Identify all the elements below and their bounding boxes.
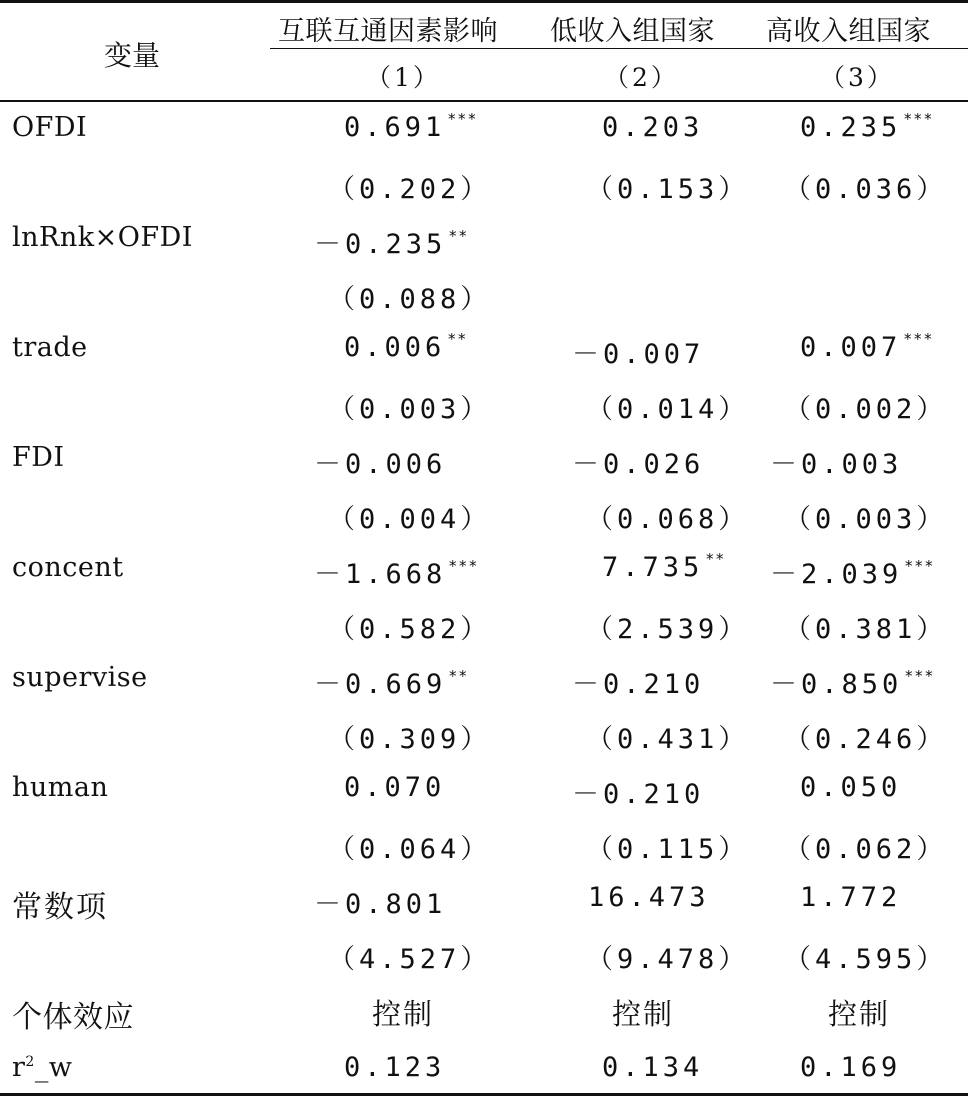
coef-value: 0.070 (344, 772, 446, 803)
std-error-col1: （0.202） (328, 174, 492, 205)
top-rule (0, 0, 968, 3)
coef-value: 1.772 (800, 882, 902, 913)
fixed-effects-c1: 控制 (372, 997, 435, 1031)
std-error-col1: （0.004） (328, 504, 492, 535)
column-3-title: 高收入组国家 (766, 16, 931, 47)
row-label: human (12, 772, 109, 803)
std-error-col2: （9.478） (586, 944, 750, 975)
coef-value: 0.050 (800, 772, 902, 803)
coef-col2 (572, 772, 704, 811)
bottom-rule (0, 1093, 968, 1096)
coef-col2 (572, 442, 704, 481)
coef-value: 0.007 (800, 332, 902, 363)
row-label: lnRnk×OFDI (12, 222, 193, 253)
coef-col1 (314, 222, 468, 261)
significance-stars: *** (903, 330, 934, 348)
significance-stars: ** (448, 227, 469, 245)
std-error-col3: （0.062） (784, 834, 948, 865)
coef-col2 (572, 662, 704, 701)
std-error-col3: （0.246） (784, 724, 948, 755)
row-label: OFDI (12, 112, 88, 143)
coef-col3 (770, 552, 934, 591)
column-3-number: （3） (820, 63, 895, 92)
r2-label: $r^2\_w$ (12, 1052, 73, 1083)
r2-c2: 0.134 (602, 1052, 704, 1083)
variable-header: 变量 (104, 39, 161, 72)
coef-col2 (572, 332, 704, 371)
std-error-col3: （4.595） (784, 944, 948, 975)
coef-value: 0.203 (602, 112, 704, 143)
coef-col3 (800, 112, 933, 143)
fixed-effects-c3: 控制 (828, 997, 891, 1031)
std-error-col2: （0.431） (586, 724, 750, 755)
header-bottom-rule (0, 100, 968, 102)
coef-col1 (314, 882, 446, 921)
r2-c3: 0.169 (800, 1052, 902, 1083)
coef-value: 0.691 (344, 112, 446, 143)
std-error-col1: （0.582） (328, 614, 492, 645)
coef-col1 (314, 662, 468, 701)
std-error-col3: （0.036） (784, 174, 948, 205)
significance-stars: *** (448, 557, 479, 575)
std-error-col2: （2.539） (586, 614, 750, 645)
column-2-number: （2） (604, 63, 679, 92)
std-error-col3: （0.003） (784, 504, 948, 535)
significance-stars: ** (705, 550, 726, 568)
coef-col3 (800, 772, 901, 803)
std-error-col2: （0.153） (586, 174, 750, 205)
std-error-col1: （0.064） (328, 834, 492, 865)
std-error-col1: （4.527） (328, 944, 492, 975)
column-1-title: 互联互通因素影响 (278, 16, 498, 47)
std-error-col2: （0.014） (586, 394, 750, 425)
coef-col3 (800, 332, 933, 363)
coef-value: 7.735 (602, 552, 704, 583)
coef-value: －2.039 (770, 559, 903, 590)
std-error-col1: （0.309） (328, 724, 492, 755)
significance-stars: ** (447, 330, 468, 348)
coef-value: －0.006 (314, 449, 447, 480)
coef-value: －0.007 (572, 339, 705, 370)
coef-value: －0.850 (770, 669, 903, 700)
significance-stars: *** (903, 110, 934, 128)
coef-value: －0.801 (314, 889, 447, 920)
coef-col3 (770, 662, 934, 701)
fixed-effects-label: 个体效应 (12, 1000, 134, 1035)
coef-col1 (314, 552, 478, 591)
coef-value: －0.669 (314, 669, 447, 700)
coef-col2 (602, 112, 703, 143)
coef-value: －0.003 (770, 449, 903, 480)
coef-value: －0.235 (314, 229, 447, 260)
coef-col1 (314, 442, 446, 481)
significance-stars: ** (448, 667, 469, 685)
coef-col2 (588, 882, 710, 913)
std-error-col1: （0.003） (328, 394, 492, 425)
coef-col1 (344, 332, 467, 363)
coef-value: 0.006 (344, 332, 446, 363)
row-label: supervise (12, 662, 148, 693)
std-error-col2: （0.068） (586, 504, 750, 535)
std-error-col3: （0.381） (784, 614, 948, 645)
significance-stars: *** (904, 557, 935, 575)
significance-stars: *** (904, 667, 935, 685)
row-label: FDI (12, 442, 65, 473)
row-label: concent (12, 552, 124, 583)
std-error-col2: （0.115） (586, 834, 750, 865)
row-label: 常数项 (12, 890, 108, 925)
coef-value: －0.210 (572, 669, 705, 700)
column-2-title: 低收入组国家 (550, 16, 715, 47)
significance-stars: *** (447, 110, 478, 128)
row-label: trade (12, 332, 88, 363)
coef-col3 (770, 442, 902, 481)
coef-value: －0.210 (572, 779, 705, 810)
fixed-effects-c2: 控制 (612, 997, 675, 1031)
column-1-number: （1） (366, 63, 441, 92)
header-mid-rule (270, 48, 968, 49)
coef-col2 (602, 552, 725, 583)
coef-value: －0.026 (572, 449, 705, 480)
coef-value: 0.235 (800, 112, 902, 143)
coef-value: 16.473 (588, 882, 710, 913)
coef-col1 (344, 112, 477, 143)
coef-col3 (800, 882, 901, 913)
r2-c1: 0.123 (344, 1052, 446, 1083)
coef-value: －1.668 (314, 559, 447, 590)
coef-col1 (344, 772, 445, 803)
std-error-col3: （0.002） (784, 394, 948, 425)
std-error-col1: （0.088） (328, 284, 492, 315)
